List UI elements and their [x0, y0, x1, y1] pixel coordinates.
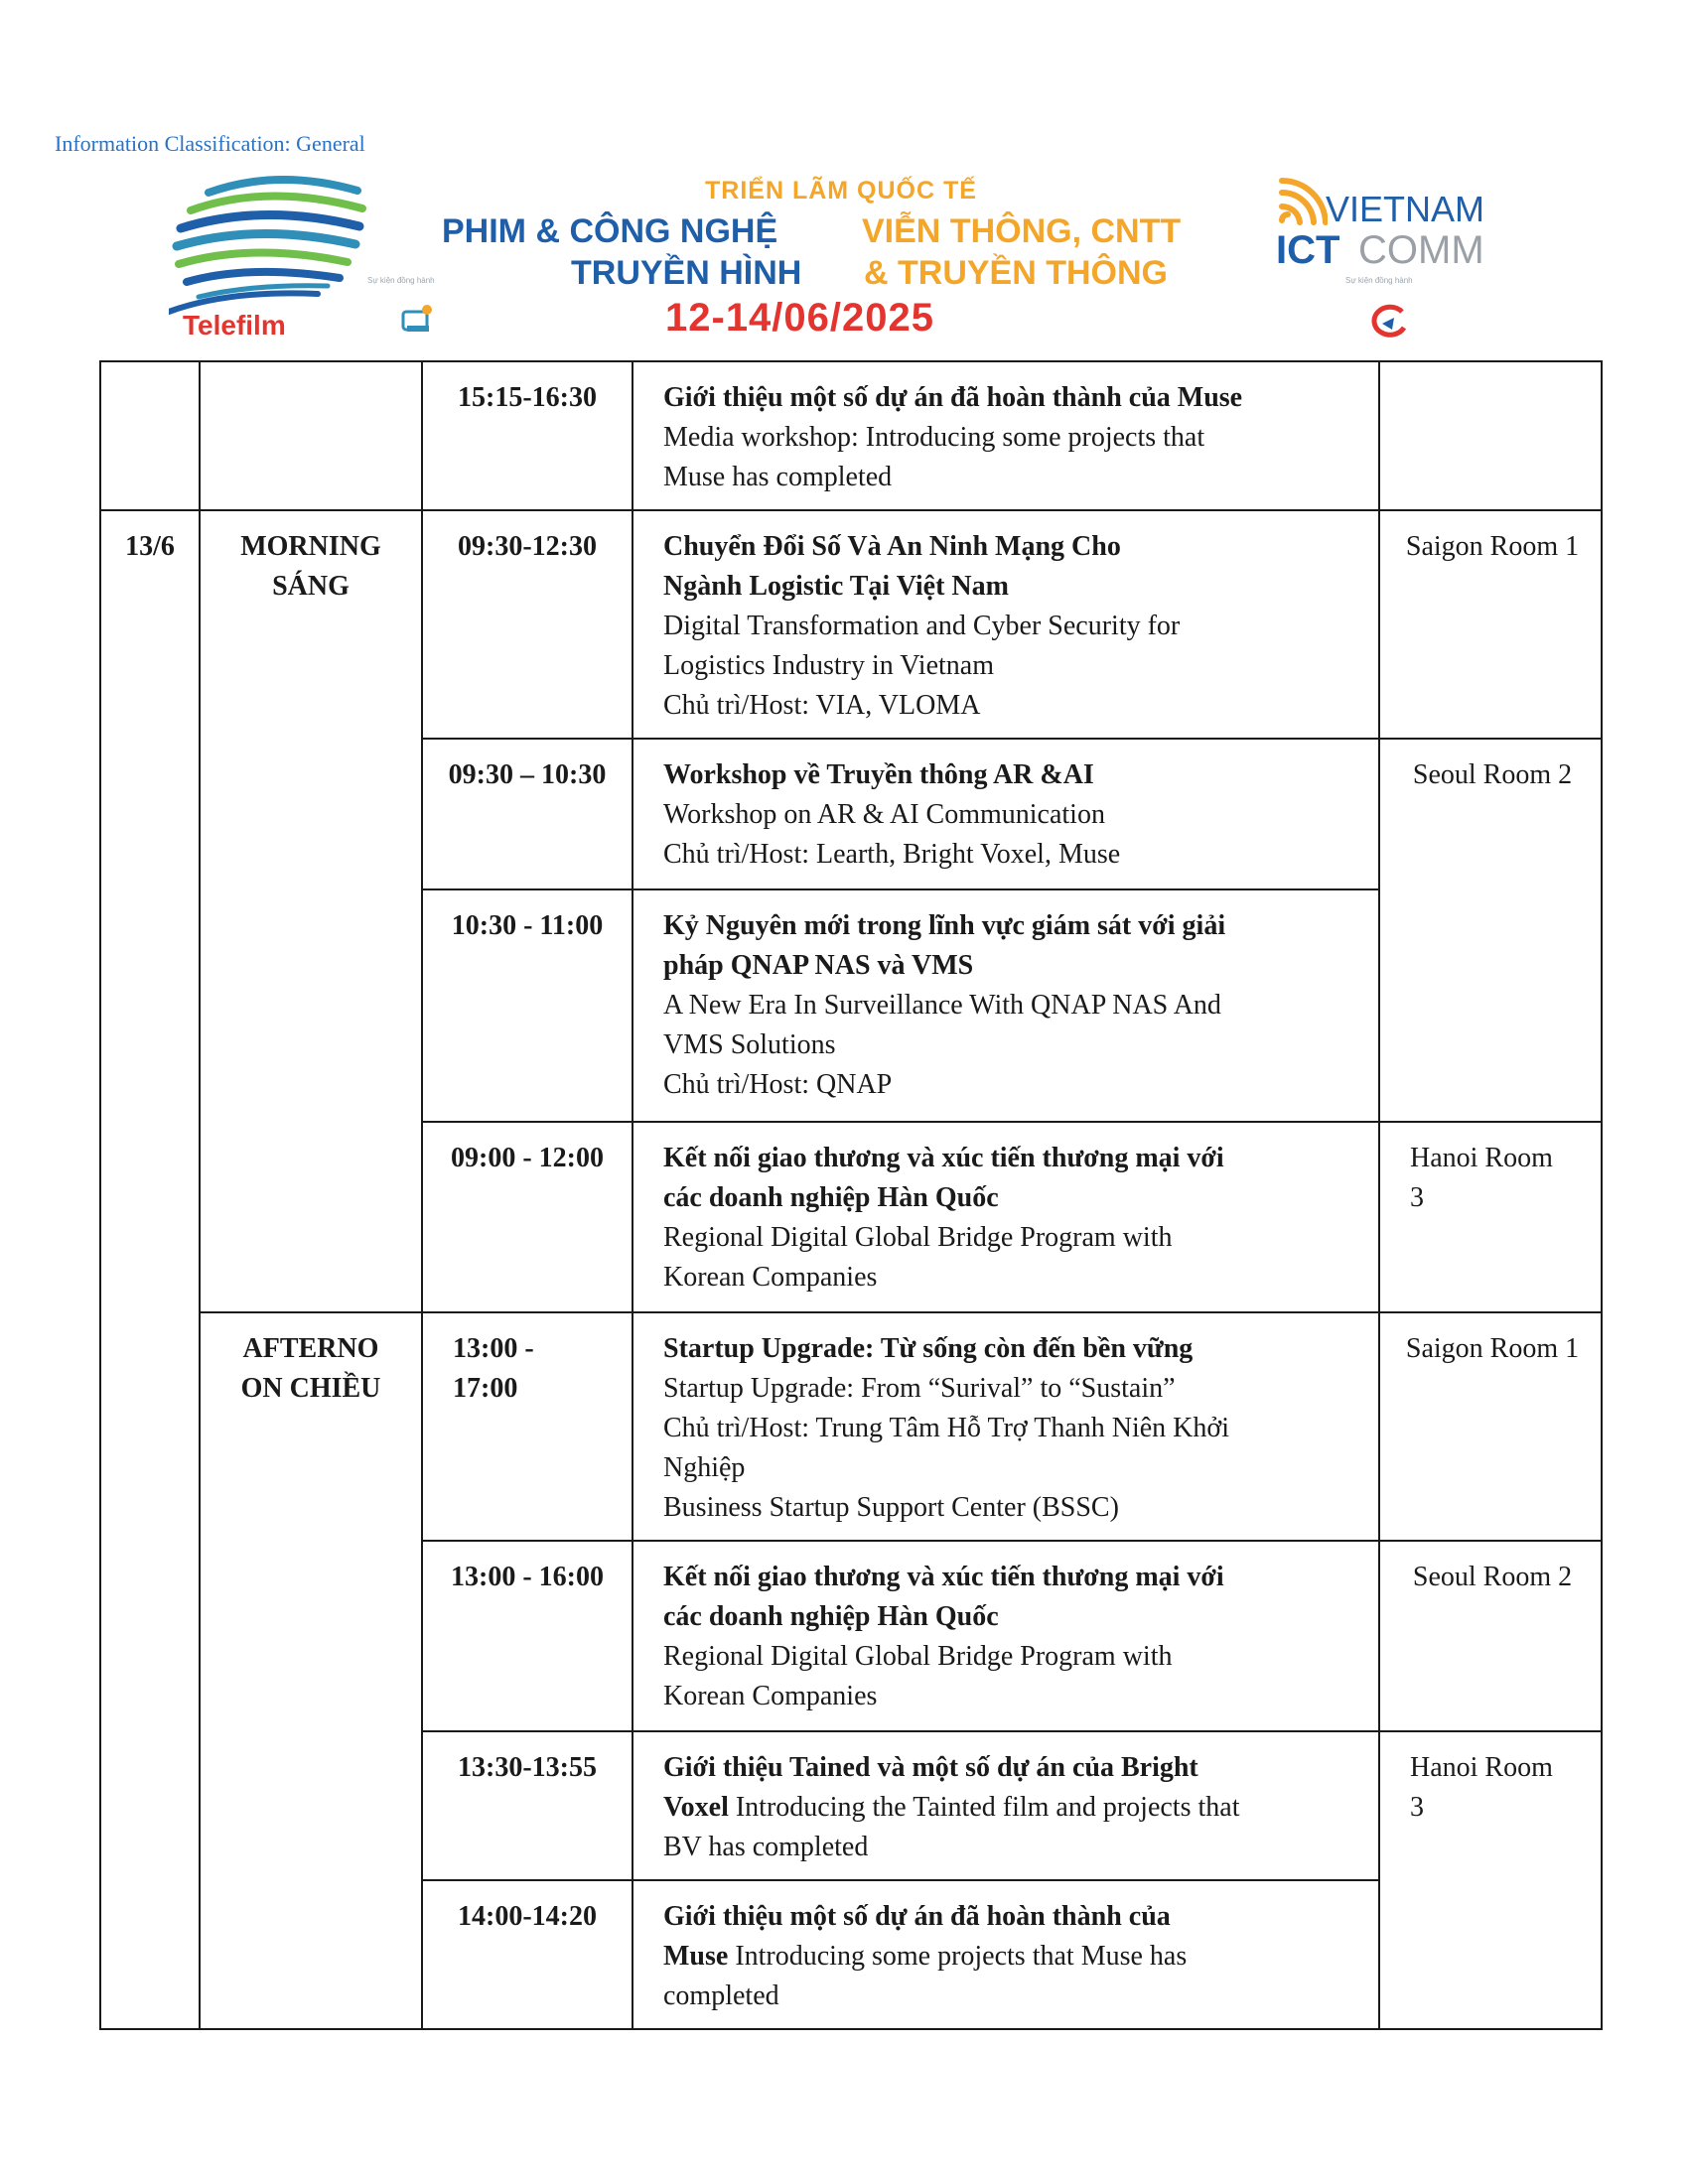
- room-cell: [1379, 1312, 1602, 1541]
- topic-cell: [633, 1880, 1379, 2029]
- banner-left-line-1: PHIM & CÔNG NGHỆ: [442, 212, 778, 250]
- topic-cell: [633, 739, 1379, 889]
- session-label-vi: ON CHIỀU: [240, 1373, 381, 1404]
- topic-line: Korean Companies: [663, 1262, 878, 1293]
- topic-cell: [633, 1731, 1379, 1880]
- topic-title: các doanh nghiệp Hàn Quốc: [663, 1601, 999, 1632]
- topic-line: Regional Digital Global Bridge Program with: [663, 1641, 1173, 1672]
- wifi-icon: [1276, 177, 1328, 226]
- topic-title: Kết nối giao thương và xúc tiến thương mại với: [663, 1143, 1224, 1173]
- banner-right-line-2: & TRUYỀN THÔNG: [864, 254, 1168, 292]
- topic-title: Giới thiệu Tained và một số dự án của Bright: [663, 1752, 1198, 1783]
- room-cell: [1379, 1541, 1602, 1731]
- time-text: 17:00: [453, 1373, 518, 1404]
- ictcomm-ict-text: ICT: [1276, 228, 1340, 272]
- room-cell: [1379, 510, 1602, 739]
- topic-cell: [633, 1312, 1379, 1541]
- room-text: Saigon Room 1: [1405, 531, 1580, 562]
- session-label: MORNING: [240, 531, 381, 562]
- topic-host: Nghiệp: [663, 1452, 746, 1483]
- topic-line: BV has completed: [663, 1832, 869, 1862]
- banner-right-line-1: VIỄN THÔNG, CNTT: [862, 212, 1182, 250]
- time-cell: [422, 361, 633, 510]
- room-number: 3: [1410, 1182, 1424, 1213]
- topic-cell: [633, 889, 1379, 1122]
- event-banner: [169, 171, 1499, 349]
- time-cell: [422, 739, 633, 889]
- time-text: 09:00 - 12:00: [451, 1143, 604, 1173]
- topic-title: các doanh nghiệp Hàn Quốc: [663, 1182, 999, 1213]
- time-cell: [422, 1541, 633, 1731]
- topic-cell: [633, 361, 1379, 510]
- topic-host: Chủ trì/Host: VIA, VLOMA: [663, 690, 981, 721]
- topic-line: [663, 1788, 1360, 1828]
- ict-emblem-icon: [1368, 304, 1408, 340]
- table-row: [100, 361, 1602, 510]
- topic-body-inline: Introducing the Tainted film and projects that: [728, 1792, 1240, 1823]
- time-text: 15:15-16:30: [458, 382, 597, 413]
- topic-line: Startup Upgrade: From “Surival” to “Sustain”: [663, 1373, 1176, 1404]
- time-text: 13:00 -: [453, 1333, 534, 1364]
- globe-logo-icon: [169, 173, 367, 322]
- session-cell-empty: [200, 361, 422, 510]
- time-text: 13:30-13:55: [458, 1752, 597, 1783]
- topic-title-cont: Voxel: [663, 1792, 729, 1823]
- date-text: 13/6: [125, 531, 175, 562]
- time-text: 13:00 - 16:00: [451, 1562, 604, 1592]
- time-cell: [422, 1880, 633, 2029]
- date-cell-empty: [100, 361, 200, 510]
- topic-line: Muse has completed: [663, 462, 893, 492]
- ictcomm-vietnam-text: VIETNAM: [1326, 189, 1485, 229]
- room-text: Saigon Room 1: [1405, 1333, 1580, 1364]
- topic-line: Logistics Industry in Vietnam: [663, 650, 994, 681]
- topic-title: Startup Upgrade: Từ sống còn đến bền vững: [663, 1333, 1194, 1364]
- session-label: AFTERNO: [242, 1333, 379, 1364]
- session-morning-cell: [200, 510, 422, 1312]
- topic-body-inline: Introducing some projects that Muse has: [728, 1941, 1188, 1972]
- session-label-vi: SÁNG: [272, 571, 350, 602]
- topic-line: Regional Digital Global Bridge Program with: [663, 1222, 1173, 1253]
- banner-left-line-2: TRUYỀN HÌNH: [571, 254, 802, 292]
- bridge-icon: [399, 302, 435, 338]
- time-text: 10:30 - 11:00: [451, 910, 604, 941]
- topic-line: Media workshop: Introducing some projects that: [663, 422, 1205, 453]
- schedule-table: [99, 360, 1603, 2030]
- topic-line: Workshop on AR & AI Communication: [663, 799, 1105, 830]
- room-text: Seoul Room 2: [1412, 1562, 1573, 1592]
- topic-cell: [633, 1122, 1379, 1312]
- topic-line: VMS Solutions: [663, 1029, 836, 1060]
- topic-title: Kỷ Nguyên mới trong lĩnh vực giám sát với giải: [663, 910, 1226, 941]
- topic-title: Ngành Logistic Tại Việt Nam: [663, 571, 1009, 602]
- room-number: 3: [1410, 1792, 1424, 1823]
- time-cell: [422, 1731, 633, 1880]
- room-cell-empty: [1379, 361, 1602, 510]
- topic-cell: [633, 510, 1379, 739]
- time-text: 14:00-14:20: [458, 1901, 597, 1932]
- topic-cell: [633, 1541, 1379, 1731]
- topic-line: completed: [663, 1980, 779, 2011]
- table-row: [100, 510, 1602, 739]
- time-text: 09:30 – 10:30: [448, 759, 607, 790]
- topic-line: Digital Transformation and Cyber Security for: [663, 611, 1181, 641]
- topic-title: Giới thiệu một số dự án đã hoàn thành của: [663, 1901, 1171, 1932]
- ictcomm-comm-text: COMM: [1358, 228, 1484, 272]
- topic-title: pháp QNAP NAS và VMS: [663, 950, 974, 981]
- session-afternoon-cell: [200, 1312, 422, 2029]
- classification-label: Information Classification: General: [55, 131, 365, 156]
- time-cell: [422, 889, 633, 1122]
- room-cell: [1379, 1122, 1602, 1312]
- room-cell: [1379, 739, 1602, 1122]
- date-cell: [100, 510, 200, 2029]
- topic-title: Chuyển Đổi Số Và An Ninh Mạng Cho: [663, 531, 1121, 562]
- topic-title-cont: Muse: [663, 1941, 729, 1972]
- banner-line-1: TRIỂN LÃM QUỐC TẾ: [705, 177, 977, 205]
- topic-title: Giới thiệu một số dự án đã hoàn thành của Muse: [663, 382, 1243, 413]
- topic-host: Chủ trì/Host: Trung Tâm Hỗ Trợ Thanh Niên Khởi: [663, 1413, 1229, 1443]
- time-cell: [422, 1312, 633, 1541]
- telefilm-logo-text: Telefilm: [183, 310, 286, 341]
- topic-title: Kết nối giao thương và xúc tiến thương mại với: [663, 1562, 1224, 1592]
- room-text: Hanoi Room: [1410, 1752, 1553, 1783]
- topic-line: Korean Companies: [663, 1681, 878, 1711]
- time-cell: [422, 510, 633, 739]
- co-event-caption: Sự kiện đồng hành: [367, 276, 435, 285]
- table-row: [100, 1312, 1602, 1541]
- room-cell: [1379, 1731, 1602, 2029]
- banner-dates: 12-14/06/2025: [665, 296, 935, 340]
- co-event-caption-2: Sự kiện đồng hành: [1345, 276, 1413, 285]
- room-text: Hanoi Room: [1410, 1143, 1553, 1173]
- room-text: Seoul Room 2: [1412, 759, 1573, 790]
- topic-line: A New Era In Surveillance With QNAP NAS And: [663, 990, 1221, 1021]
- topic-line: Business Startup Support Center (BSSC): [663, 1492, 1119, 1523]
- topic-host: Chủ trì/Host: Learth, Bright Voxel, Muse: [663, 839, 1121, 870]
- time-cell: [422, 1122, 633, 1312]
- topic-host: Chủ trì/Host: QNAP: [663, 1069, 893, 1100]
- topic-line: [663, 1937, 1360, 1977]
- time-text: 09:30-12:30: [458, 531, 597, 562]
- topic-title: Workshop về Truyền thông AR &AI: [663, 759, 1094, 790]
